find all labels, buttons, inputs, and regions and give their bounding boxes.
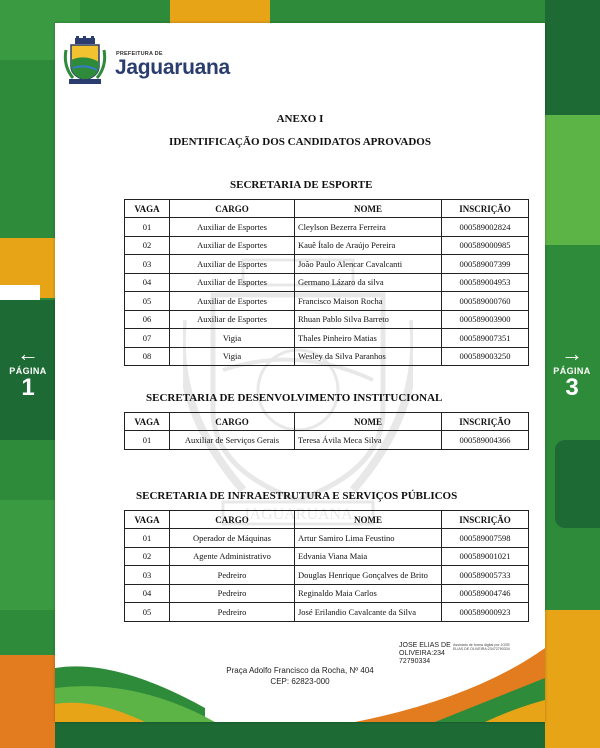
table-row xyxy=(125,431,529,450)
deco-block xyxy=(55,722,545,748)
cargo-cell: Auxiliar de Esportes xyxy=(170,236,295,255)
table-row xyxy=(125,529,529,548)
brand-name: Jaguaruana xyxy=(115,56,230,79)
column-header: CARGO xyxy=(170,413,295,431)
column-header: VAGA xyxy=(125,511,170,529)
nome-cell: Rhuan Pablo Silva Barreto xyxy=(295,310,442,329)
vaga-cell: 05 xyxy=(125,603,170,622)
footer-cep: CEP: 62823-000 xyxy=(270,677,330,686)
vaga-cell: 06 xyxy=(125,310,170,329)
section-title: SECRETARIA DE ESPORTE xyxy=(230,179,373,191)
signature-detail: Assinado de forma digital por JOSE ELIAS DE OLIVEIRA:23472790334 xyxy=(453,643,510,652)
nome-cell: João Paulo Alencar Cavalcanti xyxy=(295,255,442,274)
column-header: INSCRIÇÃO xyxy=(442,511,529,529)
inscricao-cell: 000589007598 xyxy=(442,529,529,548)
deco-block xyxy=(545,115,600,245)
nome-cell: Reginaldo Maia Carlos xyxy=(295,584,442,603)
table-row xyxy=(125,236,529,255)
prev-page-button[interactable] xyxy=(0,341,56,401)
document-page xyxy=(55,23,545,722)
vaga-cell: 04 xyxy=(125,584,170,603)
cargo-cell: Auxiliar de Serviços Gerais xyxy=(170,431,295,450)
nome-cell: Germano Lázaro da silva xyxy=(295,273,442,292)
cargo-cell: Auxiliar de Esportes xyxy=(170,273,295,292)
column-header: NOME xyxy=(295,200,442,218)
brand-prefix: PREFEITURA DE xyxy=(116,51,163,57)
nome-cell: Artur Samiro Lima Feustino xyxy=(295,529,442,548)
deco-block xyxy=(0,500,55,610)
vaga-cell: 03 xyxy=(125,566,170,585)
inscricao-cell: 000589003900 xyxy=(442,310,529,329)
footer-address: Praça Adolfo Francisco da Rocha, Nº 404 xyxy=(226,666,374,675)
table-header-row xyxy=(125,511,529,529)
candidates-table xyxy=(124,199,529,366)
nome-cell: Edvania Viana Maia xyxy=(295,547,442,566)
vaga-cell: 01 xyxy=(125,529,170,548)
inscricao-cell: 000589004366 xyxy=(442,431,529,450)
vaga-cell: 05 xyxy=(125,292,170,311)
next-page-button[interactable] xyxy=(544,341,600,401)
table-header-row xyxy=(125,200,529,218)
table-row xyxy=(125,566,529,585)
prev-page-label: PÁGINA xyxy=(9,366,47,376)
inscricao-cell: 000589000923 xyxy=(442,603,529,622)
coat-of-arms-logo xyxy=(61,36,109,86)
vaga-cell: 01 xyxy=(125,431,170,450)
footer-waves xyxy=(55,638,545,722)
section-title: SECRETARIA DE DESENVOLVIMENTO INSTITUCIONAL xyxy=(146,392,443,404)
cargo-cell: Vigia xyxy=(170,329,295,348)
section-title: SECRETARIA DE INFRAESTRUTURA E SERVIÇOS PÚBLICOS xyxy=(136,490,458,502)
inscricao-cell: 000589001021 xyxy=(442,547,529,566)
inscricao-cell: 000589005733 xyxy=(442,566,529,585)
inscricao-cell: 000589004953 xyxy=(442,273,529,292)
vaga-cell: 07 xyxy=(125,329,170,348)
nome-cell: Cleylson Bezerra Ferreira xyxy=(295,218,442,237)
inscricao-cell: 000589000985 xyxy=(442,236,529,255)
nome-cell: José Erilandio Cavalcante da Silva xyxy=(295,603,442,622)
table-row xyxy=(125,273,529,292)
column-header: NOME xyxy=(295,413,442,431)
cargo-cell: Agente Administrativo xyxy=(170,547,295,566)
vaga-cell: 01 xyxy=(125,218,170,237)
cargo-cell: Pedreiro xyxy=(170,603,295,622)
next-page-number: 3 xyxy=(565,374,579,401)
signature-name: JOSE ELIAS DE OLIVEIRA:234 72790334 xyxy=(399,642,451,665)
annex-title: ANEXO I xyxy=(276,113,324,125)
annex-subtitle: IDENTIFICAÇÃO DOS CANDIDATOS APROVADOS xyxy=(169,136,431,148)
column-header: CARGO xyxy=(170,200,295,218)
vaga-cell: 03 xyxy=(125,255,170,274)
next-page-label: PÁGINA xyxy=(553,366,591,376)
inscricao-cell: 000589003250 xyxy=(442,347,529,366)
column-header: CARGO xyxy=(170,511,295,529)
table-header-row xyxy=(125,413,529,431)
table-row xyxy=(125,292,529,311)
inscricao-cell: 000589000760 xyxy=(442,292,529,311)
table-row xyxy=(125,547,529,566)
column-header: VAGA xyxy=(125,413,170,431)
nome-cell: Douglas Henrique Gonçalves de Brito xyxy=(295,566,442,585)
watermark-text: JAGUARUANA xyxy=(243,506,353,523)
nome-cell: Kauê Ítalo de Araújo Pereira xyxy=(295,236,442,255)
inscricao-cell: 000589004746 xyxy=(442,584,529,603)
inscricao-cell: 000589007351 xyxy=(442,329,529,348)
nome-cell: Francisco Maison Rocha xyxy=(295,292,442,311)
column-header: VAGA xyxy=(125,200,170,218)
table-row xyxy=(125,603,529,622)
table-row xyxy=(125,310,529,329)
cargo-cell: Auxiliar de Esportes xyxy=(170,292,295,311)
cargo-cell: Auxiliar de Esportes xyxy=(170,255,295,274)
column-header: INSCRIÇÃO xyxy=(442,200,529,218)
vaga-cell: 02 xyxy=(125,236,170,255)
column-header: NOME xyxy=(295,511,442,529)
inscricao-cell: 000589007399 xyxy=(442,255,529,274)
prev-page-number: 1 xyxy=(21,374,35,401)
cargo-cell: Pedreiro xyxy=(170,584,295,603)
candidates-table xyxy=(124,412,529,450)
cargo-cell: Vigia xyxy=(170,347,295,366)
nome-cell: Teresa Ávila Meca Silva xyxy=(295,431,442,450)
cargo-cell: Auxiliar de Esportes xyxy=(170,310,295,329)
arrow-left-icon: ← xyxy=(17,341,39,366)
deco-block xyxy=(170,0,270,25)
nome-cell: Thales Pinheiro Matias xyxy=(295,329,442,348)
candidates-table xyxy=(124,510,529,622)
vaga-cell: 02 xyxy=(125,547,170,566)
inscricao-cell: 000589002824 xyxy=(442,218,529,237)
vaga-cell: 08 xyxy=(125,347,170,366)
deco-block xyxy=(545,610,600,748)
arrow-right-icon: → xyxy=(561,341,583,366)
table-row xyxy=(125,255,529,274)
column-header: INSCRIÇÃO xyxy=(442,413,529,431)
table-row xyxy=(125,329,529,348)
cargo-cell: Operador de Máquinas xyxy=(170,529,295,548)
cargo-cell: Pedreiro xyxy=(170,566,295,585)
deco-block xyxy=(0,655,55,748)
table-row xyxy=(125,218,529,237)
cargo-cell: Auxiliar de Esportes xyxy=(170,218,295,237)
table-row xyxy=(125,347,529,366)
table-row xyxy=(125,584,529,603)
deco-block xyxy=(545,0,600,115)
nome-cell: Wesley da Silva Paranhos xyxy=(295,347,442,366)
vaga-cell: 04 xyxy=(125,273,170,292)
deco-block xyxy=(555,440,600,528)
